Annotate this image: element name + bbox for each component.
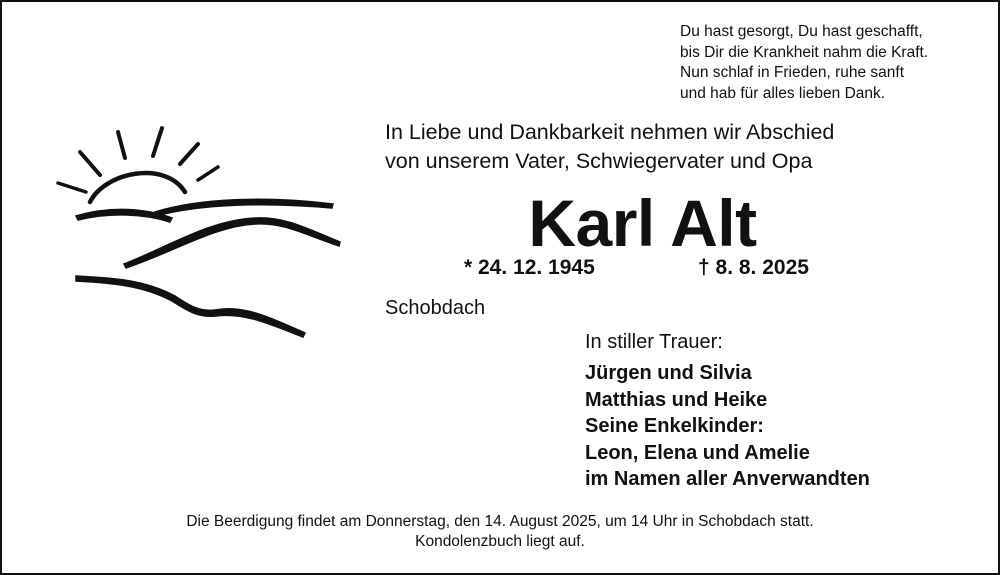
mourner-entry: Jürgen und Silvia <box>585 362 752 384</box>
mourner-entry: Leon, Elena und Amelie <box>585 441 810 464</box>
poem-line: Du hast gesorgt, Du hast geschafft, <box>680 23 923 40</box>
birth-date: * 24. 12. 1945 <box>464 256 595 279</box>
poem-line: und hab für alles lieben Dank. <box>680 84 886 102</box>
deceased-name: Karl Alt <box>528 186 757 260</box>
death-date: † 8. 8. 2025 <box>698 256 809 279</box>
mourning-label: In stiller Trauer: <box>585 331 723 353</box>
poem-line: Nun schlaf in Frieden, ruhe sanft <box>680 64 905 81</box>
mourner-entry: Seine Enkelkinder: <box>585 415 764 437</box>
poem-line: bis Dir die Krankheit nahm die Kraft. <box>680 43 929 61</box>
mourner-entry: im Namen aller Anverwandten <box>585 468 870 490</box>
mourner-entry: Matthias und Heike <box>585 388 768 411</box>
funeral-details: Die Beerdigung findet am Donnerstag, den 14. August 2025, um 14 Uhr in Schobdach statt. <box>186 513 814 530</box>
condolence-note: Kondolenzbuch liegt auf. <box>415 533 585 550</box>
intro-line: In Liebe und Dankbarkeit nehmen wir Abschied <box>385 120 835 144</box>
hometown: Schobdach <box>385 297 486 319</box>
funeral-notice <box>0 512 1000 552</box>
poem <box>680 22 928 104</box>
mourners-list <box>585 360 870 493</box>
farewell-intro <box>385 118 834 176</box>
intro-line: von unserem Vater, Schwiegervater und Opa <box>385 149 813 173</box>
